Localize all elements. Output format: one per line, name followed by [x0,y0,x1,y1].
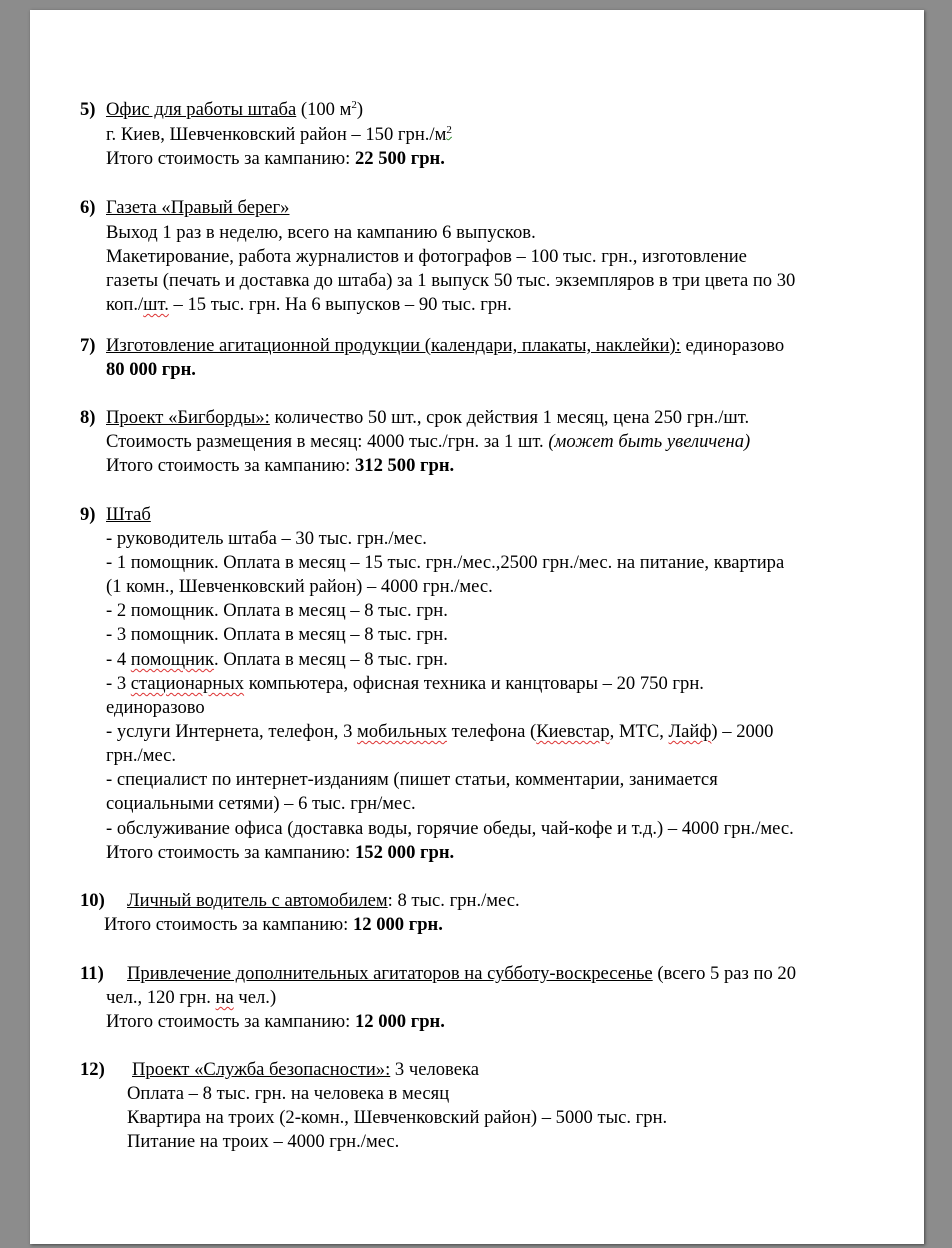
item-12-title-line: Проект «Служба безопасности»: 3 человека [132,1059,479,1080]
item-5-line-1: г. Киев, Шевченковский район – 150 $грн./м^2$ [106,123,452,145]
item-9-number: 9) [80,504,96,525]
item-5-number: 5) [80,99,96,120]
item-8-number: 8) [80,407,96,428]
item-7-title-line: Изготовление агитационной продукции (календари, плакаты, наклейки): единоразово [106,335,785,356]
item-9-line-11: - специалист по интернет-изданиям (пишет статьи, комментарии, занимается [106,769,718,790]
item-9-line-9: - услуги Интернета, телефон, 3 мобильных телефона (Киевстар, МТС, Лайф) – 2000 [106,721,774,742]
item-9-line-1: - руководитель штаба – 30 тыс. грн./мес. [106,528,427,549]
item-12-line-2: Квартира на троих (2-комн., Шевченковский район) – 5000 тыс. грн. [127,1107,668,1128]
item-8-line-1: Стоимость размещения в месяц: 4000 тыс./грн. за 1 шт. (может быть увеличена) [106,431,751,452]
item-9-total: Итого стоимость за кампанию: 152 000 грн. [106,842,455,863]
item-6-title: Газета «Правый берег» [106,197,290,218]
item-10-title: Личный водитель с автомобилем [127,890,388,911]
item-10-total: Итого стоимость за кампанию: 12 000 грн. [104,914,443,935]
item-6-number: 6) [80,197,96,218]
item-5-total: Итого стоимость за кампанию: 22 500 грн. [106,148,445,169]
item-11-line-1: чел., 120 грн. на чел.) [106,987,277,1008]
item-9-line-10: грн./мес. [106,745,177,766]
item-6-line-3: газеты (печать и доставка до штаба) за 1 выпуск 50 тыс. экземпляров в три цвета по 30 [106,270,796,291]
item-12-line-3: Питание на троих – 4000 грн./мес. [127,1131,400,1152]
item-9-title-line [106,504,151,526]
item-9-line-6: - 4 помощник. Оплата в месяц – 8 тыс. грн. [106,649,448,670]
item-11-total: Итого стоимость за кампанию: 12 000 грн. [106,1011,445,1032]
document-page [30,10,924,1244]
item-5-title-line: Офис для работы штаба (100 $м^2$) [106,98,364,120]
item-7-value: 80 000 грн. [106,359,196,380]
item-6-line-1: Выход 1 раз в неделю, всего на кампанию 6 выпусков. [106,222,536,243]
item-11-title-line: Привлечение дополнительных агитаторов на субботу-воскресенье (всего 5 раз по 20 [127,963,797,984]
item-6-line-4: коп./шт. – 15 тыс. грн. На 6 выпусков – 90 тыс. грн. [106,294,512,315]
item-8-total: Итого стоимость за кампанию: 312 500 грн. [106,455,455,476]
item-7-number: 7) [80,335,96,356]
item-11-number: 11) [80,963,104,984]
item-12-line-1: Оплата – 8 тыс. грн. на человека в месяц [127,1083,450,1104]
item-10-title-line: Личный водитель с автомобилем: 8 тыс. грн./мес. [127,890,520,911]
item-9-line-5: - 3 помощник. Оплата в месяц – 8 тыс. грн. [106,624,448,645]
item-11-title: Привлечение дополнительных агитаторов на субботу-воскресенье [127,963,653,984]
item-7-title: Изготовление агитационной продукции (календари, плакаты, наклейки): [106,335,681,356]
item-10-number: 10) [80,890,105,911]
item-6-line-2: Макетирование, работа журналистов и фотографов – 100 тыс. грн., изготовление [106,246,747,267]
item-9-title: Штаб [106,504,151,525]
item-9-line-13: - обслуживание офиса (доставка воды, горячие обеды, чай-кофе и т.д.) – 4000 грн./мес. [106,818,794,839]
item-9-line-2: - 1 помощник. Оплата в месяц – 15 тыс. грн./мес.,2500 грн./мес. на питание, квартира [106,552,785,573]
item-6-title-line [106,197,289,219]
item-9-line-3: (1 комн., Шевченковский район) – 4000 грн./мес. [106,576,493,597]
item-12-title: Проект «Служба безопасности»: [132,1059,391,1080]
item-9-line-8: единоразово [106,697,205,718]
item-8-title-line: Проект «Бигборды»: количество 50 шт., срок действия 1 месяц, цена 250 грн./шт. [106,407,750,428]
item-5-title: Офис для работы штаба [106,99,297,120]
item-9-line-12: социальными сетями) – 6 тыс. грн/мес. [106,793,416,814]
item-9-line-4: - 2 помощник. Оплата в месяц – 8 тыс. грн. [106,600,448,621]
item-9-line-7: - 3 стационарных компьютера, офисная техника и канцтовары – 20 750 грн. [106,673,704,694]
item-12-number: 12) [80,1059,105,1080]
item-8-title: Проект «Бигборды»: [106,407,270,428]
